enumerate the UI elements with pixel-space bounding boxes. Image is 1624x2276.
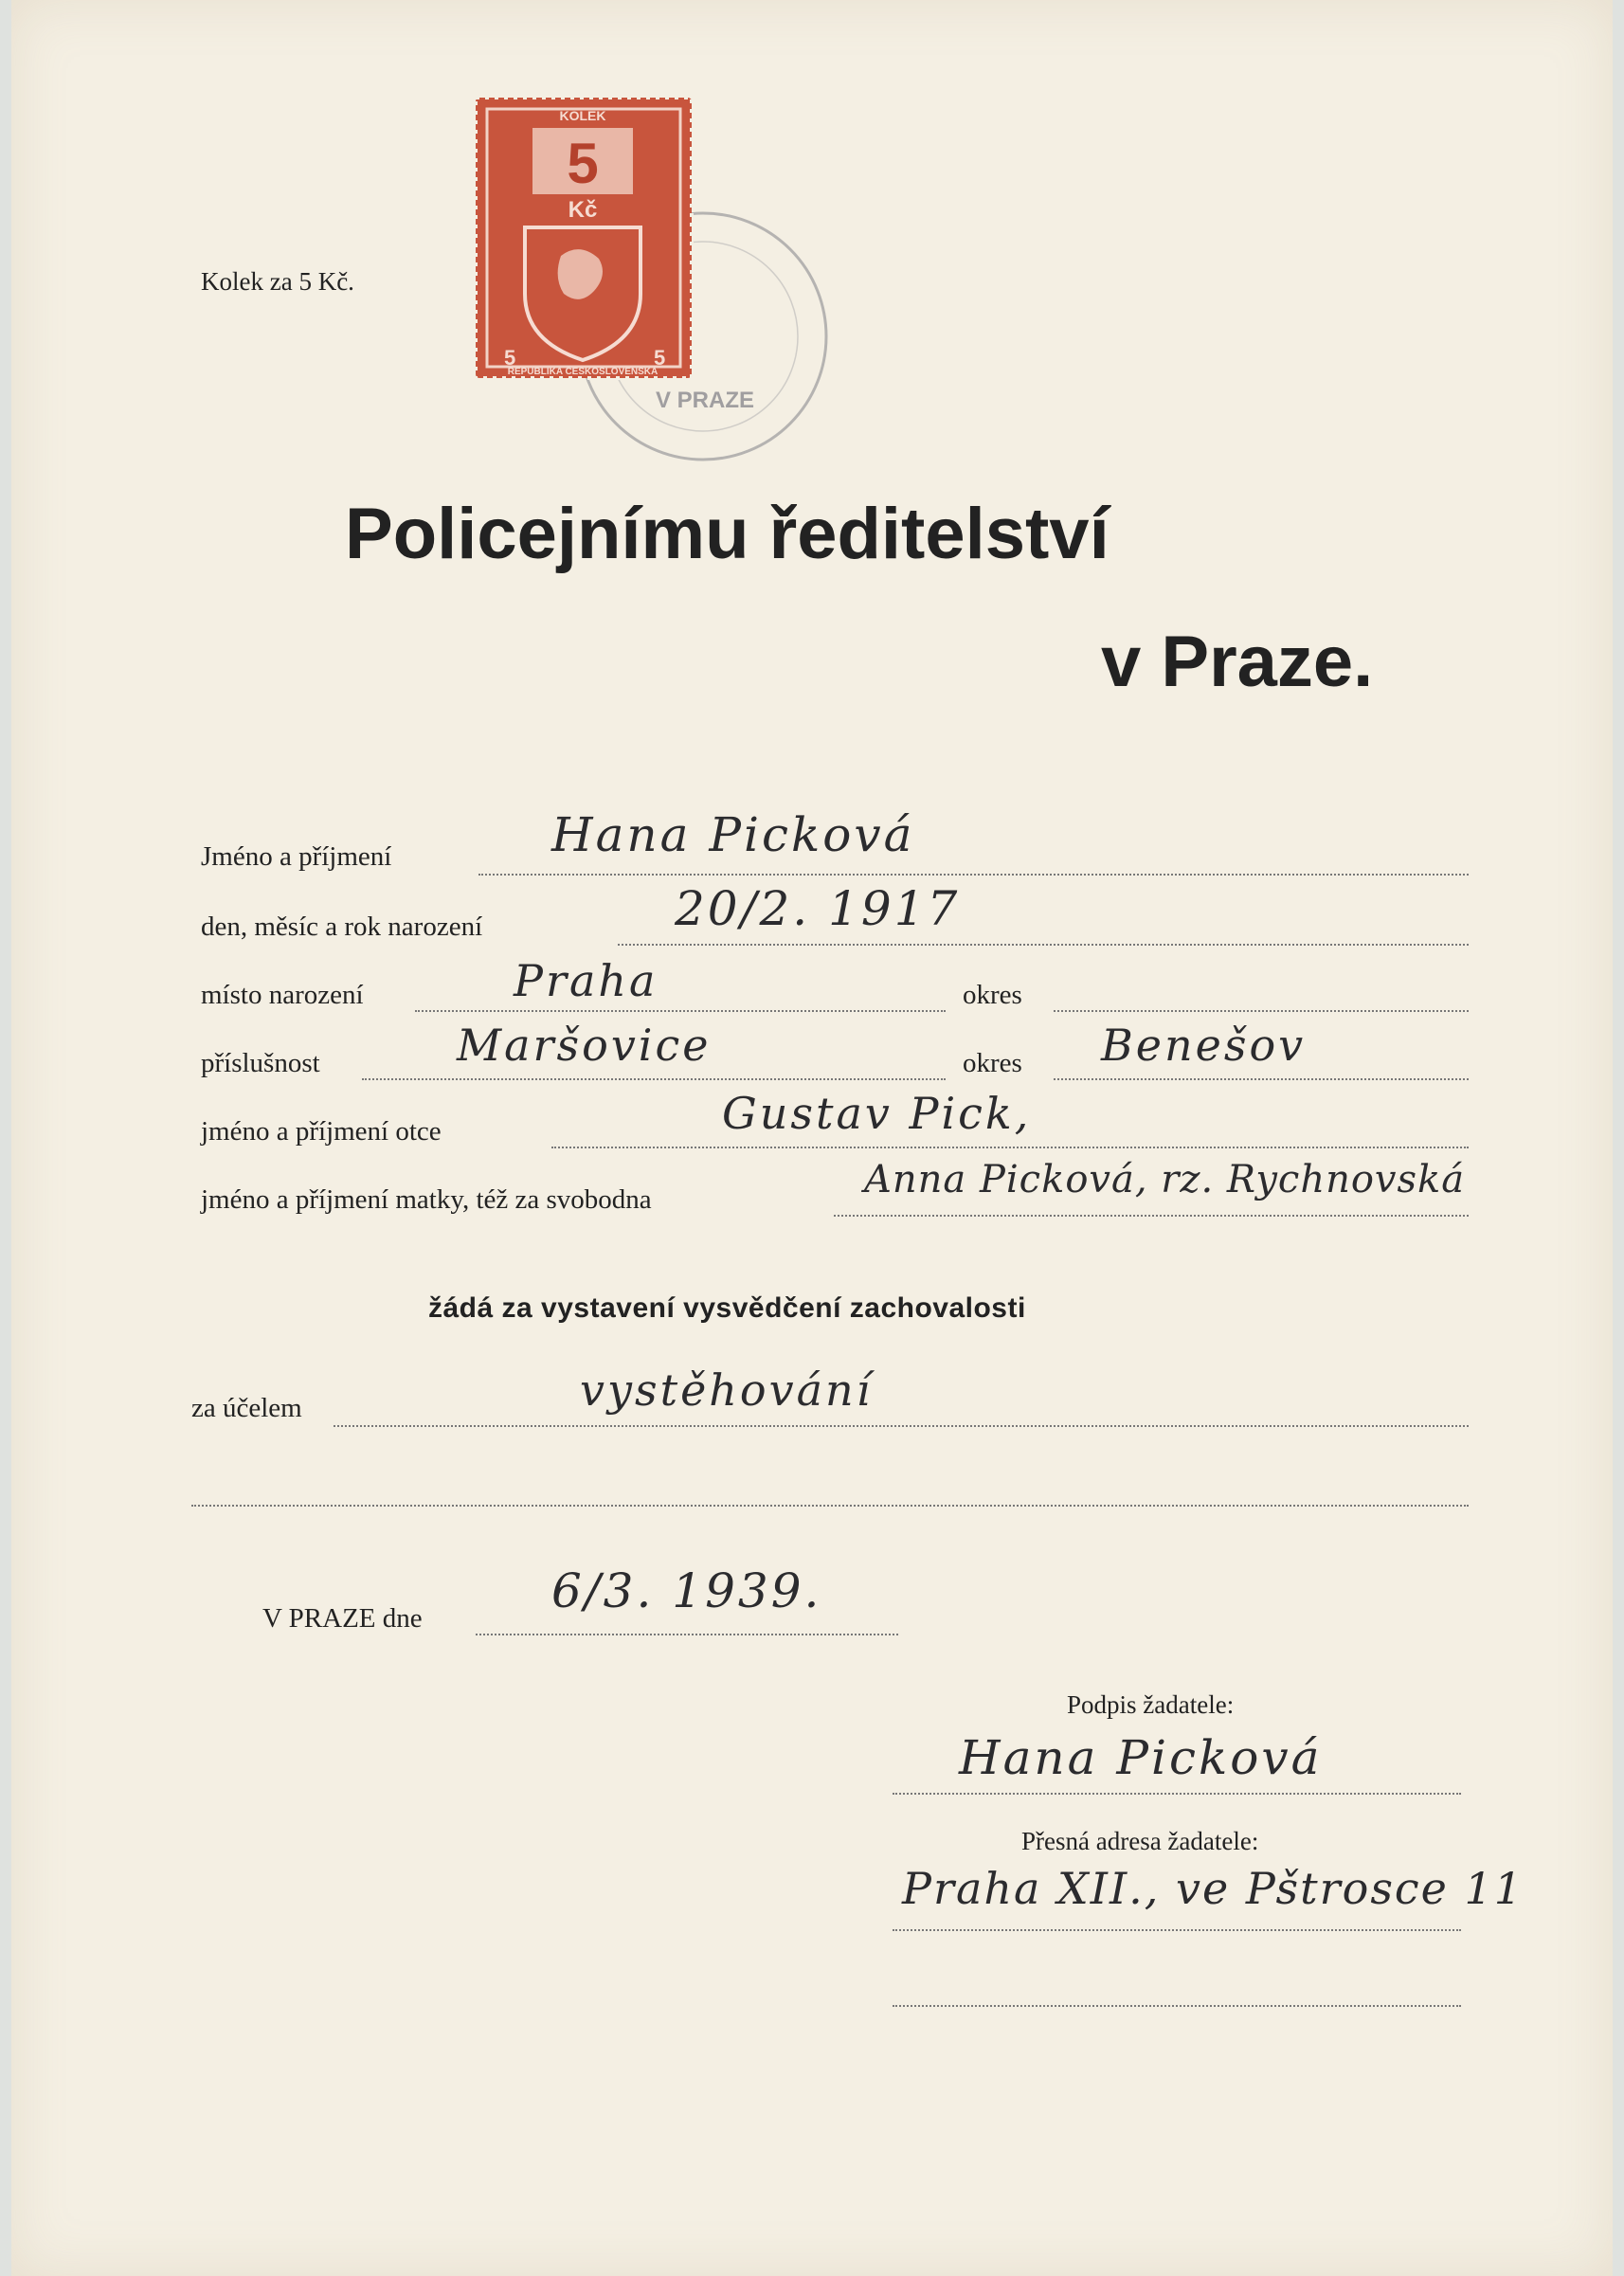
father-label: jméno a příjmení otce (201, 1116, 442, 1147)
birthdate-dotted-line (618, 944, 1469, 946)
birthplace-district-label: okres (963, 980, 1022, 1010)
address-label: Přesná adresa žadatele: (1021, 1827, 1259, 1855)
mother-dotted-line (834, 1215, 1469, 1217)
signature-label: Podpis žadatele: (1067, 1690, 1235, 1719)
date-label: V PRAZE dne (262, 1603, 423, 1634)
mother-value: Anna Picková, rz. Rychnovská (864, 1158, 1466, 1201)
domicile-value: Maršovice (457, 1020, 712, 1071)
domicile-district-value: Benešov (1101, 1020, 1307, 1071)
domicile-district-dotted-line (1054, 1078, 1469, 1080)
title-line-1: Policejnímu ředitelství (345, 494, 1110, 574)
stamp-currency: Kč (568, 197, 598, 223)
purpose-label: za účelem (191, 1393, 302, 1423)
name-label: Jméno a příjmení (201, 841, 392, 872)
father-dotted-line (551, 1147, 1469, 1148)
stamp-top-text: KOLEK (559, 108, 606, 123)
purpose-dotted-line (334, 1425, 1469, 1427)
svg-text:5: 5 (654, 346, 666, 370)
title-line-2: v Praze. (1101, 622, 1374, 702)
domicile-label: příslušnost (201, 1048, 320, 1078)
date-dotted-line (476, 1634, 898, 1635)
birthplace-label: místo narození (201, 980, 364, 1010)
seal-text: V PRAZE (656, 388, 755, 413)
father-value: Gustav Pick, (722, 1088, 1032, 1139)
stamp-caption: Kolek za 5 Kč. (201, 267, 354, 296)
signature-value: Hana Picková (959, 1730, 1323, 1785)
stamp-denomination: 5 (567, 132, 599, 195)
birthdate-label: den, měsíc a rok narození (201, 912, 483, 942)
birthplace-district-dotted-line (1054, 1010, 1469, 1012)
birthplace-value: Praha (514, 955, 659, 1006)
document-page (11, 0, 1613, 2276)
name-value: Hana Picková (551, 807, 915, 862)
purpose-dotted-line-2 (191, 1505, 1469, 1507)
mother-label: jméno a příjmení matky, též za svobodna (201, 1184, 652, 1215)
revenue-stamp (466, 90, 755, 413)
signature-dotted-line (893, 1793, 1461, 1795)
birthdate-value: 20/2. 1917 (675, 881, 961, 936)
domicile-dotted-line (362, 1078, 946, 1080)
birthplace-dotted-line (415, 1010, 946, 1012)
domicile-district-label: okres (963, 1048, 1022, 1078)
stamp-bottom-text: REPUBLIKA ČESKOSLOVENSKÁ (507, 367, 659, 377)
address-dotted-line-2 (893, 2005, 1461, 2007)
address-value: Praha XII., ve Pštrosce 11 (902, 1863, 1525, 1914)
date-value: 6/3. 1939. (551, 1563, 822, 1618)
svg-text:5: 5 (504, 346, 516, 370)
purpose-value: vystěhování (580, 1364, 874, 1416)
request-text: žádá za vystavení vysvědčení zachovalosti (428, 1292, 1026, 1324)
address-dotted-line (893, 1929, 1461, 1931)
name-dotted-line (478, 874, 1469, 876)
